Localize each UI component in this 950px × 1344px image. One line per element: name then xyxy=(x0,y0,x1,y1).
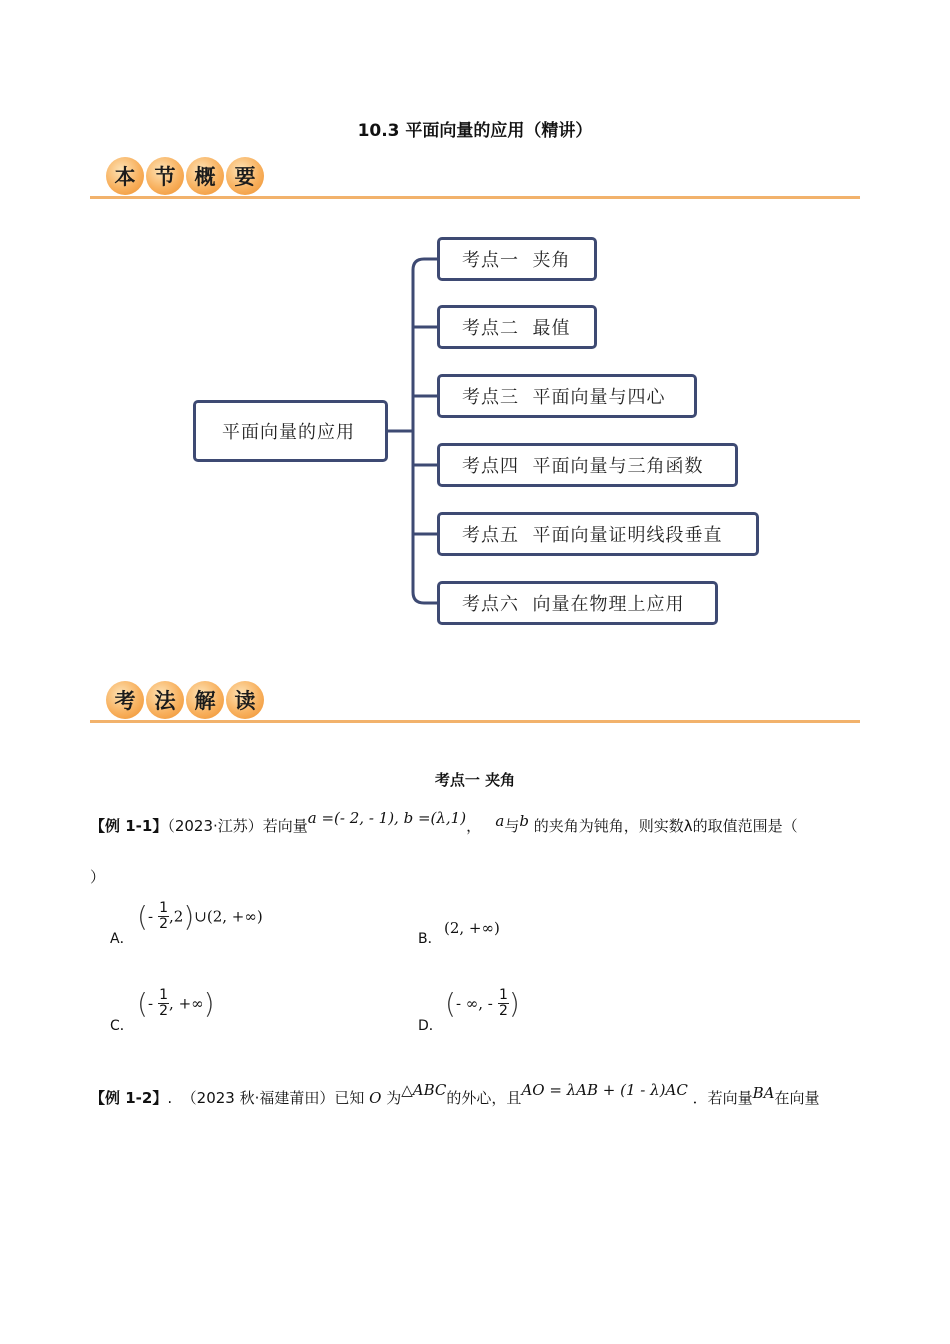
option-a-math xyxy=(137,900,263,933)
mindmap-node-physics: 考点六 向量在物理上应用 xyxy=(437,581,718,625)
numerator: 1 xyxy=(498,987,508,1003)
mindmap-node-trig: 考点四 平面向量与三角函数 xyxy=(437,443,738,487)
text-is: 为 xyxy=(386,1089,402,1107)
banner-char: 解 xyxy=(186,681,224,719)
bracket: ( xyxy=(137,987,148,1020)
vector-expression: a =(- 2, - 1), b =(λ,1) xyxy=(307,809,467,827)
option-a-tail: ,2 xyxy=(169,907,184,926)
example-tag: 【例 1-2】 xyxy=(90,1089,168,1107)
denominator: 2 xyxy=(498,1003,508,1019)
example-1-1-text xyxy=(90,809,798,837)
mindmap-node-extremum: 考点二 最值 xyxy=(437,305,597,349)
banner-char: 考 xyxy=(106,681,144,719)
option-d-label: D． xyxy=(418,1018,443,1034)
option-c-minus: - xyxy=(147,994,154,1013)
section-title: 考点一 夹角 xyxy=(434,771,516,789)
example-tag: 【例 1-1】 xyxy=(90,817,168,835)
vector-equation: AO = λAB + (1 - λ)AC xyxy=(521,1081,688,1099)
point-o: O xyxy=(369,1089,382,1107)
option-b-label: B． xyxy=(418,931,442,947)
denominator: 2 xyxy=(159,1003,169,1019)
banner-char: 读 xyxy=(226,681,264,719)
fraction xyxy=(158,901,169,932)
numerator: 1 xyxy=(159,987,169,1003)
vector-ba: BA xyxy=(752,1084,775,1102)
question-close: ） xyxy=(90,868,106,886)
text-on-vector: 在向量 xyxy=(774,1089,820,1107)
bracket: ) xyxy=(183,900,195,933)
bracket: ) xyxy=(508,987,520,1020)
banner-char: 要 xyxy=(226,157,264,195)
option-c-tail: , +∞ xyxy=(169,994,204,1013)
text-if-vector: ．若向量 xyxy=(692,1089,753,1107)
bracket: ) xyxy=(203,987,215,1020)
text-with: 与 xyxy=(504,817,520,835)
mindmap-root: 平面向量的应用 xyxy=(193,400,388,462)
triangle-abc: △ABC xyxy=(401,1081,447,1099)
option-a-minus: - xyxy=(147,907,154,926)
circumcenter-text: 的外心，且 xyxy=(446,1089,522,1107)
option-d-head: - ∞, - xyxy=(455,994,493,1013)
option-a-union: ∪(2, +∞) xyxy=(194,907,263,926)
mindmap-node-perpendicular: 考点五 平面向量证明线段垂直 xyxy=(437,512,759,556)
example-1-2-text xyxy=(90,1081,820,1109)
separator: ， xyxy=(466,817,482,835)
option-c-label: C． xyxy=(110,1018,134,1034)
bracket: ( xyxy=(445,987,456,1020)
vector-b: b xyxy=(519,812,529,830)
option-c-math xyxy=(137,987,215,1020)
section-banner-methods xyxy=(106,681,264,725)
divider xyxy=(90,720,860,723)
question-text: 的夹角为钝角，则实数λ的取值范围是（ xyxy=(533,817,798,835)
example-source: （2023 秋·福建莆田）已知 xyxy=(181,1089,365,1107)
denominator: 2 xyxy=(159,916,169,932)
option-d-math xyxy=(445,987,520,1020)
page-title: 10.3 平面向量的应用（精讲） xyxy=(357,121,593,141)
fraction xyxy=(158,988,169,1019)
example-source: （2023·江苏）若向量 xyxy=(167,817,308,835)
fraction xyxy=(498,988,509,1019)
numerator: 1 xyxy=(159,900,169,916)
banner-char: 概 xyxy=(186,157,224,195)
vector-a: a xyxy=(495,812,505,830)
mindmap-node-angle: 考点一 夹角 xyxy=(437,237,597,281)
mindmap-node-centers: 考点三 平面向量与四心 xyxy=(437,374,697,418)
banner-char: 节 xyxy=(146,157,184,195)
option-a-label: A． xyxy=(110,931,134,947)
dot: . xyxy=(167,1089,173,1107)
banner-char: 本 xyxy=(106,157,144,195)
banner-char: 法 xyxy=(146,681,184,719)
option-b-math: (2, +∞) xyxy=(444,919,500,937)
bracket: ( xyxy=(137,900,148,933)
